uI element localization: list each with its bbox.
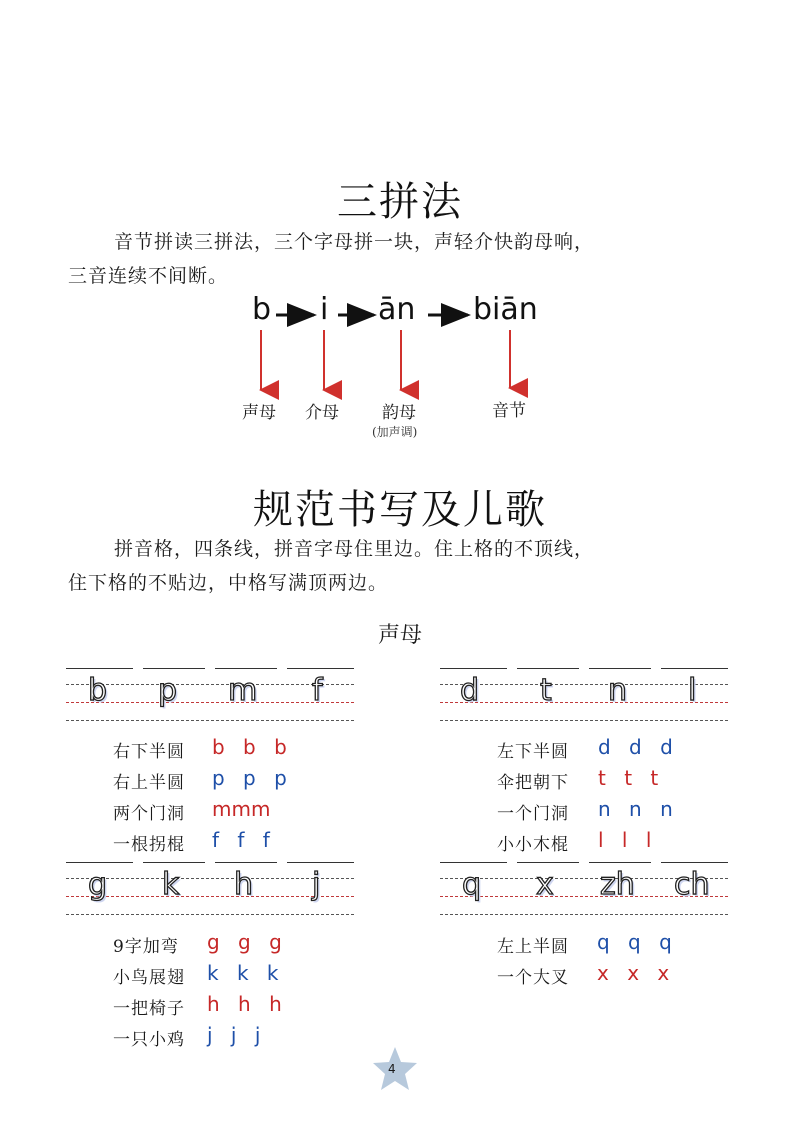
flow-final: ān [378, 292, 416, 327]
grid-letter: ch [674, 867, 710, 902]
pinyin-grid [66, 862, 354, 920]
rhyme-label: 小小木棍 [497, 835, 569, 855]
label-yinjie: 音节 [492, 401, 526, 421]
rhyme-label: 右下半圆 [113, 742, 185, 762]
rhyme-label: 右上半圆 [113, 773, 185, 793]
rhyme-letters: g g g [207, 930, 284, 954]
pinyin-grid [440, 668, 728, 726]
flow-medial: i [320, 292, 329, 327]
rhyme-label: 一把椅子 [113, 999, 185, 1019]
pinyin-grid [66, 668, 354, 726]
grid-letter: p [158, 673, 178, 708]
grid-letter: k [162, 867, 180, 902]
grid-letter: b [88, 673, 108, 708]
rhyme-letters: j j j [207, 1023, 263, 1047]
grid-letter: x [536, 867, 554, 902]
para-line-1: 拼音格，四条线，拼音字母住里边。住上格的不顶线， [114, 538, 595, 560]
section-title-sanpinfa: 三拼法 [337, 179, 463, 225]
rhyme-label: 一个大叉 [497, 968, 569, 988]
rhyme-letters: n n n [598, 797, 675, 821]
rhyme-letters: d d d [598, 735, 675, 759]
grid-letter: m [228, 673, 258, 708]
rhyme-letters: mmm [212, 797, 271, 821]
grid-letter: zh [600, 867, 635, 902]
rhyme-letters: x x x [597, 961, 672, 985]
page-number: 4 [388, 1062, 396, 1076]
rhyme-letters: b b b [212, 735, 289, 759]
rhyme-letters: q q q [597, 930, 674, 954]
rhyme-label: 伞把朝下 [497, 773, 569, 793]
para-line-2: 住下格的不贴边，中格写满顶两边。 [68, 572, 389, 594]
grid-letter: l [688, 673, 697, 708]
grid-letter: d [460, 673, 480, 708]
grid-letter: j [312, 867, 321, 902]
rhyme-label: 小鸟展翅 [113, 968, 185, 988]
rhyme-label: 左上半圆 [497, 937, 569, 957]
section-title-writing: 规范书写及儿歌 [253, 487, 547, 533]
flow-arrows [0, 0, 800, 440]
para-line-2: 三音连续不间断。 [68, 265, 229, 287]
rhyme-label: 9字加弯 [113, 937, 179, 957]
subtitle-shengmu: 声母 [377, 623, 422, 648]
label-jiemu: 介母 [305, 403, 339, 423]
pinyin-grid [440, 862, 728, 920]
flow-initial: b [252, 292, 272, 327]
label-shengmu: 声母 [242, 403, 276, 423]
rhyme-letters: l l l [598, 828, 654, 852]
rhyme-label: 左下半圆 [497, 742, 569, 762]
rhyme-label: 两个门洞 [113, 804, 185, 824]
label-yunmu: 韵母 [382, 403, 416, 423]
grid-letter: g [88, 867, 108, 902]
grid-letter: t [540, 673, 552, 708]
grid-letter: n [608, 673, 628, 708]
grid-letter: f [312, 673, 323, 708]
para-line-1: 音节拼读三拼法，三个字母拼一块，声轻介快韵母响， [114, 231, 595, 253]
grid-letter: q [462, 867, 482, 902]
rhyme-label: 一个门洞 [497, 804, 569, 824]
rhyme-label: 一根拐棍 [113, 835, 185, 855]
rhyme-letters: k k k [207, 961, 281, 985]
tone-note: (加声调) [372, 425, 418, 439]
paragraph-writing [68, 532, 748, 600]
grid-letter: h [234, 867, 254, 902]
rhyme-letters: p p p [212, 766, 289, 790]
rhyme-label: 一只小鸡 [113, 1030, 185, 1050]
flow-syllable: biān [473, 292, 538, 327]
rhyme-letters: h h h [207, 992, 284, 1016]
rhyme-letters: f f f [212, 828, 272, 852]
rhyme-letters: t t t [598, 766, 661, 790]
